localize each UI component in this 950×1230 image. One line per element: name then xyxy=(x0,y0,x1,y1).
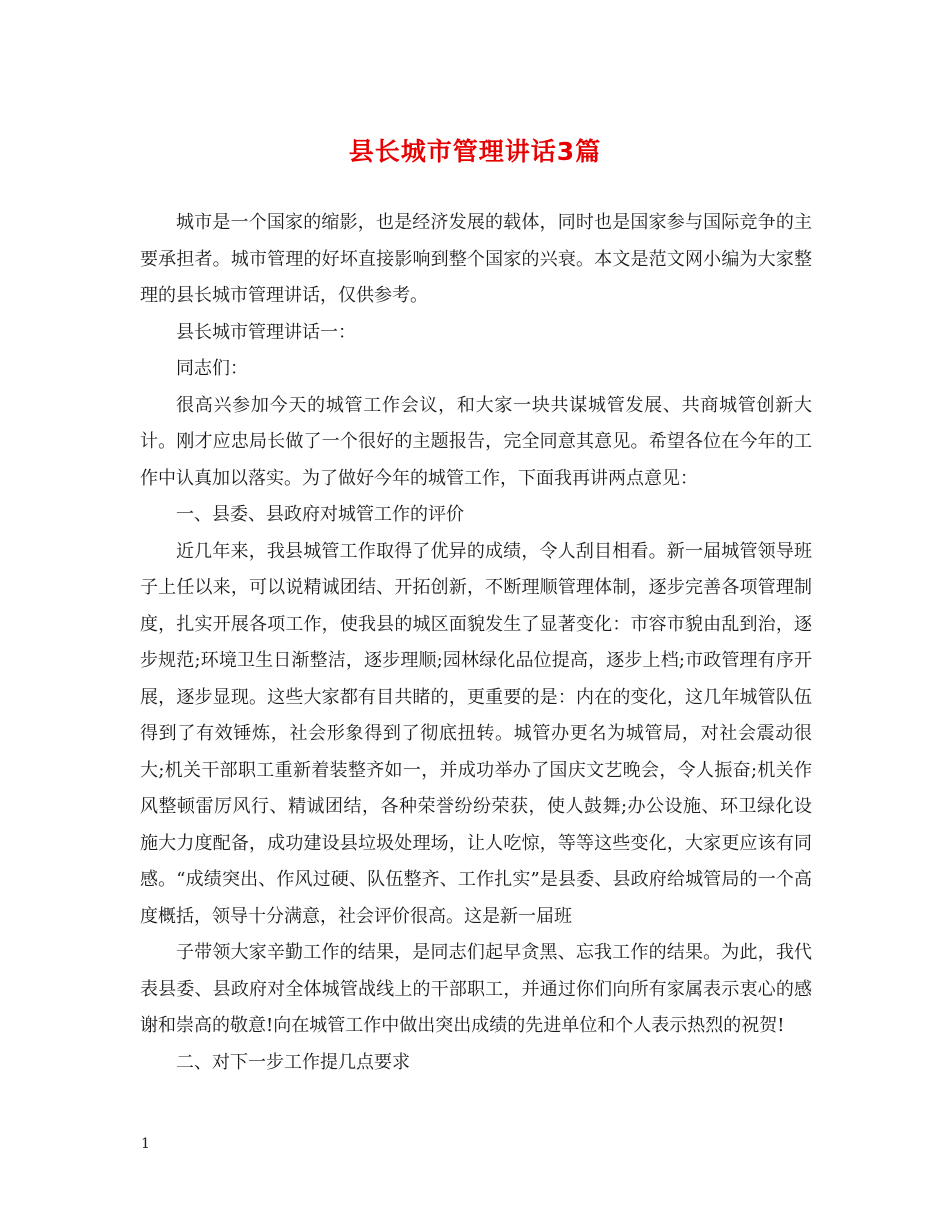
section-heading-1: 一、县委、县政府对城管工作的评价 xyxy=(176,504,464,525)
thanks-paragraph: 子带领大家辛勤工作的结果，是同志们起早贪黑、忘我工作的结果。为此，我代表县委、县政府对全体城管战线上的干部职工，并通过你们向所有家属表示衷心的感谢和崇高的敬意!向在城管工作中做出突出成绩的先进单位和个人表示热烈的祝贺! xyxy=(140,942,812,1036)
opening-paragraph: 很高兴参加今天的城管工作会议，和大家一块共谋城管发展、共商城管创新大计。刚才应忠局长做了一个很好的主题报告，完全同意其意见。希望各位在今年的工作中认真加以落实。为了做好今年的城管工作，下面我再讲两点意见： xyxy=(140,394,812,489)
document-body xyxy=(140,205,812,1081)
speech-heading: 县长城市管理讲话一： xyxy=(176,321,356,343)
salutation: 同志们： xyxy=(176,358,248,379)
evaluation-paragraph: 近几年来，我县城管工作取得了优异的成绩，令人刮目相看。新一届城管领导班子上任以来，可以说精诚团结、开拓创新，不断理顺管理体制，逐步完善各项管理制度，扎实开展各项工作，使我县的城区面貌发生了显著变化：市容市貌由乱到治，逐步规范;环境卫生日渐整洁，逐步理顺;园林绿化品位提高，逐步上档;市政管理有序开展，逐步显现。这些大家都有目共睹的，更重要的是：内在的变化，这几年城管队伍得到了有效锤炼，社会形象得到了彻底扭转。城管办更名为城管局，对社会震动很大;机关干部职工重新着装整齐如一，并成功举办了国庆文艺晚会，令人振奋;机关作风整顿雷厉风行、精诚团结，各种荣誉纷纷荣获，使人鼓舞;办公设施、环卫绿化设施大力度配备，成功建设县垃圾处理场，让人吃惊，等等这些变化，大家更应该有同感。“成绩突出、作风过硬、队伍整齐、工作扎实”是县委、县政府给城管局的一个高度概括，领导十分满意，社会评价很高。这是新一届班 xyxy=(140,540,812,927)
section-heading-2: 二、对下一步工作提几点要求 xyxy=(176,1051,410,1073)
intro-paragraph: 城市是一个国家的缩影，也是经济发展的载体，同时也是国家参与国际竞争的主要承担者。城市管理的好坏直接影响到整个国家的兴衰。本文是范文网小编为大家整理的县长城市管理讲话，仅供参考。 xyxy=(140,212,812,306)
page-number: 1 xyxy=(141,1136,150,1152)
document-title: 县长城市管理讲话3篇 xyxy=(348,137,602,166)
